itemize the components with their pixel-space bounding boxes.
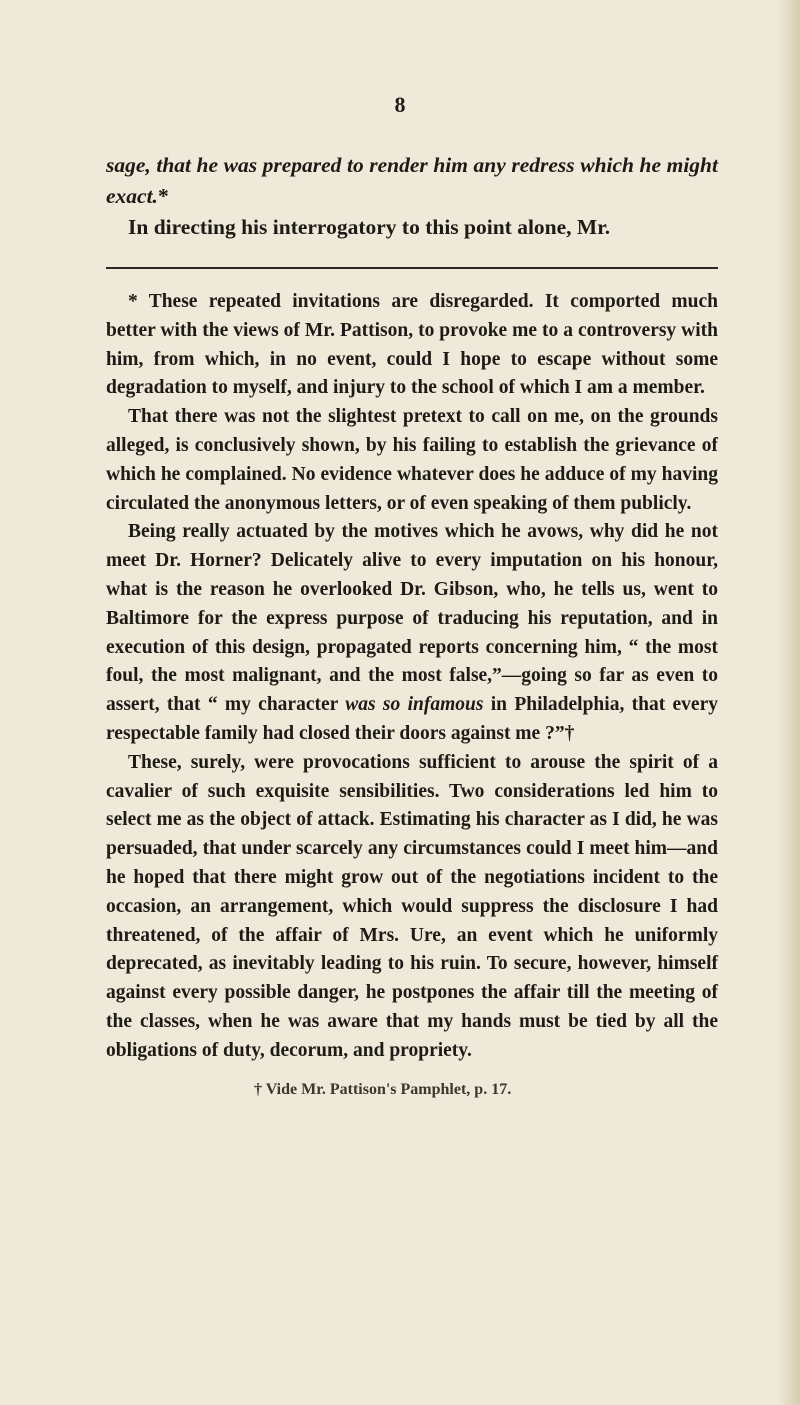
footnote-p3-b: in Philadelphia, that every respectable family had closed their doors against me ?”†: [106, 694, 718, 744]
footnote-divider: [106, 267, 718, 269]
footnote-marker: *: [128, 291, 138, 312]
footnote-paragraph-3: [106, 518, 718, 748]
footnote-source: † Vide Mr. Pattison's Pamphlet, p. 17.: [254, 1080, 512, 1098]
footnote-p3-a: Being really actuated by the motives which he avows, why did he not meet Dr. Horner? Delicately alive to every imputation on his honour, what is the reason he overlooked Dr. Gibson, who, he tells us, went to Baltimore for the express purpose of traducing his reputation, and in execution of this design, propagated reports concerning him, “ the most foul, the most malignant, and the most false,”—going so far as even to assert, that “ my character: [106, 521, 718, 716]
footnote-paragraph-4: These, surely, were provocations sufficient to arouse the spirit of a cavalier of such exquisite sensibilities. Two considerations led him to select me as the object of attack. Estimating his character as I did, he was persuaded, that under scarcely any circumstances could I meet him—and he hoped that there might grow out of the negotiations incident to the occasion, an arrangement, which would suppress the disclosure I had threatened, of the affair of Mrs. Ure, an event which he uniformly deprecated, as inevitably leading to his ruin. To secure, however, himself against every possible danger, he postpones the affair till the meeting of the classes, when he was aware that my hands must be tied by all the obligations of duty, decorum, and propriety.: [106, 751, 718, 1061]
italic-line-1: sage, that he was prepared to render him any redress: [106, 153, 575, 177]
footnote-paragraph-1: [106, 288, 718, 403]
page-edge-shadow: [778, 0, 800, 1405]
main-continuation: [106, 150, 718, 212]
italic-line-2: which he might exact.: [106, 153, 718, 208]
main-text: [106, 150, 718, 243]
footnote-p1-text: These repeated invitations are disregarded. It comported much better with the views of Mr. Pattison, to provoke me to a controversy with him, from which, in no event, could I hope to escape without some degradation to myself, and injury to the school of which I am a member.: [106, 291, 718, 399]
footnote-block: [106, 288, 718, 1104]
footnote-p3-italic: was so infamous: [345, 694, 484, 716]
footnote-reference: *: [157, 184, 169, 208]
main-paragraph: In directing his interrogatory to this point alone, Mr.: [128, 215, 611, 239]
footnote-paragraph-2: That there was not the slightest pretext to call on me, on the grounds alleged, is conclusively shown, by his failing to establish the grievance of which he complained. No evidence whatever does he adduce of my having circulated the anonymous letters, or of even speaking of them publicly.: [106, 406, 718, 514]
page-number: 8: [394, 92, 406, 117]
